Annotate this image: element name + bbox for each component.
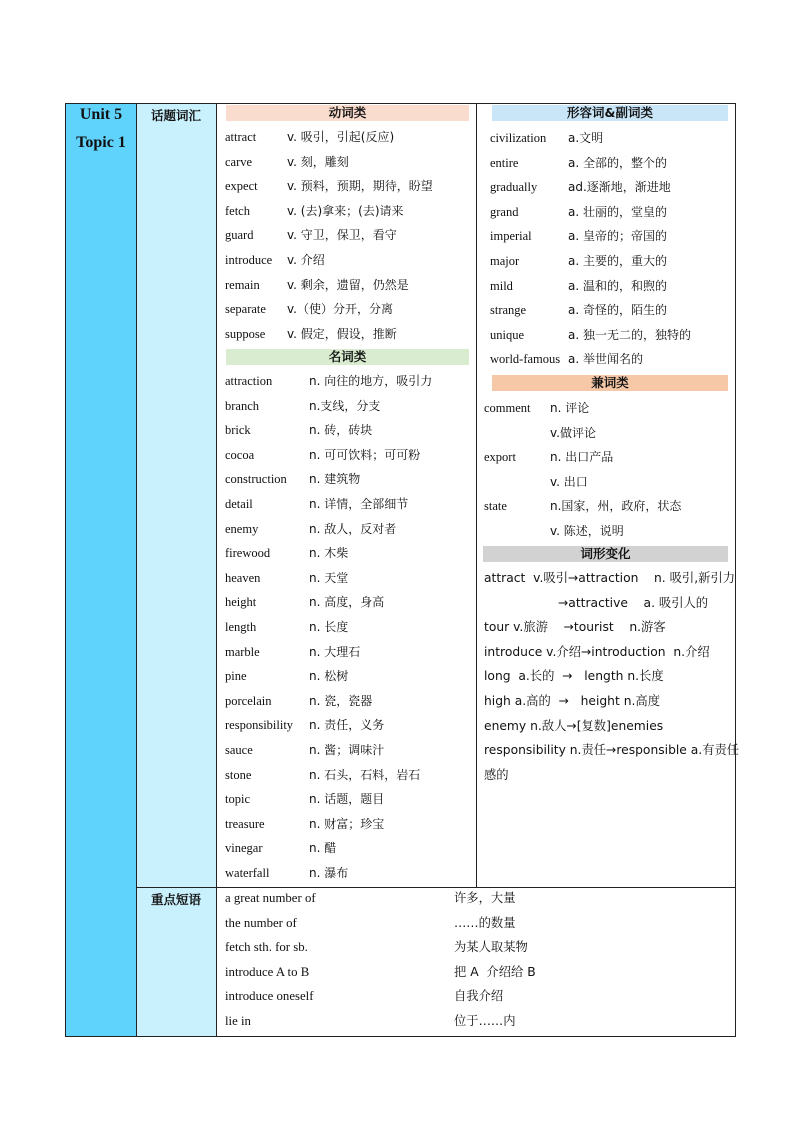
noun-row — [225, 664, 475, 688]
noun-meaning: n. 大理石 — [309, 644, 361, 659]
adjective-meaning: a. 壮丽的，堂皇的 — [568, 204, 667, 219]
phrases-label: 重点短语 — [151, 892, 202, 907]
verb-word: introduce — [225, 253, 273, 267]
unit-column — [66, 104, 136, 1036]
phrase-english: a great number of — [225, 891, 316, 905]
adjective-word: world-famous — [490, 352, 561, 367]
noun-word: cocoa — [225, 447, 255, 462]
noun-word: responsibility — [225, 718, 294, 733]
adjective-word: imperial — [490, 229, 532, 244]
multi-pos-word: state — [484, 499, 507, 514]
adjective-word: major — [490, 254, 520, 268]
word-form-line: →attractive a. 吸引人的 — [558, 595, 709, 610]
noun-word: pine — [225, 669, 247, 684]
column-divider-3 — [476, 103, 477, 888]
noun-word: sauce — [225, 743, 253, 757]
word-form-line: introduce v.介绍→introduction n.介绍 — [484, 644, 710, 659]
verb-row — [225, 174, 475, 198]
noun-meaning: n.支线，分支 — [309, 398, 381, 413]
noun-meaning: n. 木柴 — [309, 546, 349, 561]
table-border-bottom — [65, 1036, 736, 1037]
noun-meaning: n. 财富；珍宝 — [309, 816, 385, 831]
verb-meaning: v. 剩余，遗留，仍然是 — [287, 277, 409, 292]
noun-meaning: n. 向往的地方，吸引力 — [309, 374, 433, 388]
noun-word: construction — [225, 472, 287, 487]
noun-row — [225, 713, 475, 737]
multi-pos-row — [484, 519, 734, 543]
word-form-line: responsibility n.责任→responsible a.有责任 — [484, 743, 740, 758]
adjective-meaning: a. 举世闻名的 — [568, 352, 643, 367]
adjective-word: unique — [490, 327, 525, 342]
noun-header: 名词类 — [226, 349, 469, 365]
verb-row — [225, 248, 475, 272]
multi-pos-row — [484, 396, 734, 420]
adjective-row — [490, 347, 740, 371]
noun-word: heaven — [225, 570, 261, 585]
noun-word: height — [225, 595, 257, 610]
verb-row — [225, 297, 475, 321]
noun-row — [225, 787, 475, 811]
word-form-line: attract v.吸引→attraction n. 吸引,新引力 — [484, 571, 736, 585]
noun-meaning: n. 高度，身高 — [309, 595, 385, 610]
noun-row — [225, 443, 475, 467]
verb-word: expect — [225, 179, 258, 194]
adjective-meaning: a. 皇帝的；帝国的 — [568, 229, 667, 244]
noun-row — [225, 418, 475, 442]
verb-word: remain — [225, 277, 260, 292]
word-forms-header: 词形变化 — [483, 546, 728, 562]
multi-pos-row — [484, 421, 734, 445]
phrase-chinese: 自我介绍 — [454, 989, 504, 1004]
phrase-english: fetch sth. for sb. — [225, 940, 308, 955]
adjective-meaning: a. 独一无二的，独特的 — [568, 327, 691, 342]
noun-word: firewood — [225, 546, 271, 561]
verb-meaning: v. 吸引，引起(反应) — [287, 130, 395, 144]
noun-word: marble — [225, 644, 260, 659]
adjective-row — [490, 298, 740, 322]
adjective-meaning: ad.逐渐地，渐进地 — [568, 180, 671, 195]
adjective-meaning: a.文明 — [568, 131, 604, 145]
adjective-word: mild — [490, 278, 513, 293]
multi-pos-meaning: n. 出口产品 — [550, 450, 614, 465]
verb-word: separate — [225, 302, 266, 317]
adjective-word: gradually — [490, 180, 538, 195]
noun-meaning: n. 砖，砖块 — [309, 423, 373, 438]
noun-word: porcelain — [225, 693, 272, 708]
noun-row — [225, 640, 475, 664]
noun-row — [225, 738, 475, 762]
phrase-english: introduce oneself — [225, 989, 314, 1004]
verb-row — [225, 150, 475, 174]
adjective-row — [490, 126, 740, 150]
phrase-english: lie in — [225, 1014, 251, 1028]
noun-row — [225, 517, 475, 541]
noun-meaning: n. 醋 — [309, 841, 337, 856]
verb-word: suppose — [225, 326, 266, 341]
verb-meaning: v. 守卫，保卫，看守 — [287, 228, 397, 243]
topic-title: Topic 1 — [76, 134, 126, 151]
adjective-meaning: a. 温和的，和煦的 — [568, 278, 667, 293]
table-border-left — [65, 103, 66, 1037]
vocab-label: 话题词汇 — [151, 108, 202, 123]
noun-row — [225, 369, 475, 393]
verb-row — [225, 199, 475, 223]
adjective-row — [490, 224, 740, 248]
noun-row — [225, 861, 475, 885]
adjective-row — [490, 249, 740, 273]
multi-pos-meaning: v.做评论 — [550, 425, 596, 440]
multi-pos-header: 兼词类 — [492, 375, 728, 391]
verb-header: 动词类 — [226, 105, 469, 121]
word-form-line: high a.高的 → height n.高度 — [484, 694, 661, 708]
noun-word: waterfall — [225, 866, 270, 880]
noun-meaning: n. 详情，全部细节 — [309, 497, 409, 511]
adjective-word: entire — [490, 155, 519, 170]
noun-word: topic — [225, 792, 250, 807]
adjective-header: 形容词&副词类 — [492, 105, 728, 121]
noun-meaning: n. 敌人，反对者 — [309, 521, 397, 536]
word-form-line: long a.长的 → length n.长度 — [484, 669, 664, 684]
word-form-line: tour v.旅游 →tourist n.游客 — [484, 620, 666, 635]
multi-pos-meaning: v. 出口 — [550, 474, 588, 489]
noun-row — [225, 836, 475, 860]
phrases-label-cell — [137, 888, 216, 1036]
multi-pos-row — [484, 494, 734, 518]
noun-meaning: n. 松树 — [309, 669, 349, 684]
noun-meaning: n. 可可饮料；可可粉 — [309, 447, 421, 462]
noun-row — [225, 467, 475, 491]
noun-word: vinegar — [225, 841, 263, 856]
phrase-chinese: 把 A 介绍给 B — [454, 964, 536, 979]
noun-meaning: n. 石头，石料，岩石 — [309, 767, 421, 782]
noun-word: stone — [225, 767, 252, 782]
verb-word: carve — [225, 154, 253, 169]
adjective-row — [490, 200, 740, 224]
noun-word: detail — [225, 497, 253, 511]
noun-meaning: n. 长度 — [309, 620, 349, 634]
verb-meaning: v. 预料，预期，期待，盼望 — [287, 179, 433, 194]
phrase-chinese: 许多，大量 — [454, 891, 516, 905]
phrase-chinese: ……的数量 — [454, 915, 516, 930]
word-form-line: 感的 — [484, 767, 509, 782]
multi-pos-meaning: n. 评论 — [550, 401, 590, 415]
multi-pos-row — [484, 470, 734, 494]
noun-meaning: n. 责任，义务 — [309, 718, 385, 733]
noun-word: enemy — [225, 521, 259, 536]
noun-row — [225, 615, 475, 639]
noun-row — [225, 394, 475, 418]
phrase-english: the number of — [225, 915, 297, 930]
verb-row — [225, 223, 475, 247]
adjective-word: strange — [490, 303, 527, 318]
verb-meaning: v. 假定，假设，推断 — [287, 326, 397, 341]
verb-row — [225, 125, 475, 149]
adjective-row — [490, 175, 740, 199]
noun-meaning: n. 建筑物 — [309, 472, 361, 487]
noun-row — [225, 492, 475, 516]
adjective-meaning: a. 主要的，重大的 — [568, 254, 667, 268]
noun-meaning: n. 酱；调味汁 — [309, 743, 385, 757]
noun-meaning: n. 天堂 — [309, 570, 349, 585]
multi-pos-word: comment — [484, 401, 531, 415]
verb-row — [225, 322, 475, 346]
adjective-meaning: a. 全部的，整个的 — [568, 155, 667, 170]
adjective-row — [490, 323, 740, 347]
noun-meaning: n. 话题，题目 — [309, 792, 385, 807]
noun-row — [225, 812, 475, 836]
vocab-label-cell — [137, 104, 216, 887]
adjective-row — [490, 274, 740, 298]
verb-row — [225, 273, 475, 297]
word-form-line: enemy n.敌人→[复数]enemies — [484, 718, 664, 733]
noun-word: branch — [225, 398, 260, 413]
adjective-meaning: a. 奇怪的，陌生的 — [568, 303, 667, 318]
phrase-chinese: 位于……内 — [454, 1014, 516, 1028]
verb-meaning: v.（使）分开，分离 — [287, 302, 393, 317]
adjective-row — [490, 151, 740, 175]
column-divider-2 — [216, 103, 217, 1037]
phrase-english: introduce A to B — [225, 964, 310, 979]
noun-word: attraction — [225, 374, 273, 388]
adjective-word: civilization — [490, 131, 547, 145]
noun-word: treasure — [225, 816, 265, 831]
multi-pos-row — [484, 445, 734, 469]
noun-word: brick — [225, 423, 251, 438]
verb-word: attract — [225, 130, 257, 144]
phrase-chinese: 为某人取某物 — [454, 940, 528, 955]
verb-meaning: v. 介绍 — [287, 253, 325, 267]
unit-title: Unit 5 — [79, 106, 123, 123]
noun-row — [225, 566, 475, 590]
noun-word: length — [225, 620, 257, 634]
multi-pos-meaning: n.国家，州，政府，状态 — [550, 499, 682, 514]
multi-pos-word: export — [484, 450, 516, 465]
noun-row — [225, 763, 475, 787]
adjective-word: grand — [490, 204, 519, 219]
verb-meaning: v. 刻，雕刻 — [287, 154, 349, 169]
noun-row — [225, 590, 475, 614]
verb-word: guard — [225, 228, 254, 243]
table-border-top — [65, 103, 736, 104]
noun-row — [225, 541, 475, 565]
noun-meaning: n. 瀑布 — [309, 866, 349, 880]
verb-meaning: v. (去)拿来；(去)请来 — [287, 203, 404, 218]
column-divider-1 — [136, 103, 137, 1037]
noun-meaning: n. 瓷，瓷器 — [309, 693, 373, 708]
noun-row — [225, 689, 475, 713]
multi-pos-meaning: v. 陈述，说明 — [550, 524, 624, 538]
verb-word: fetch — [225, 203, 250, 218]
